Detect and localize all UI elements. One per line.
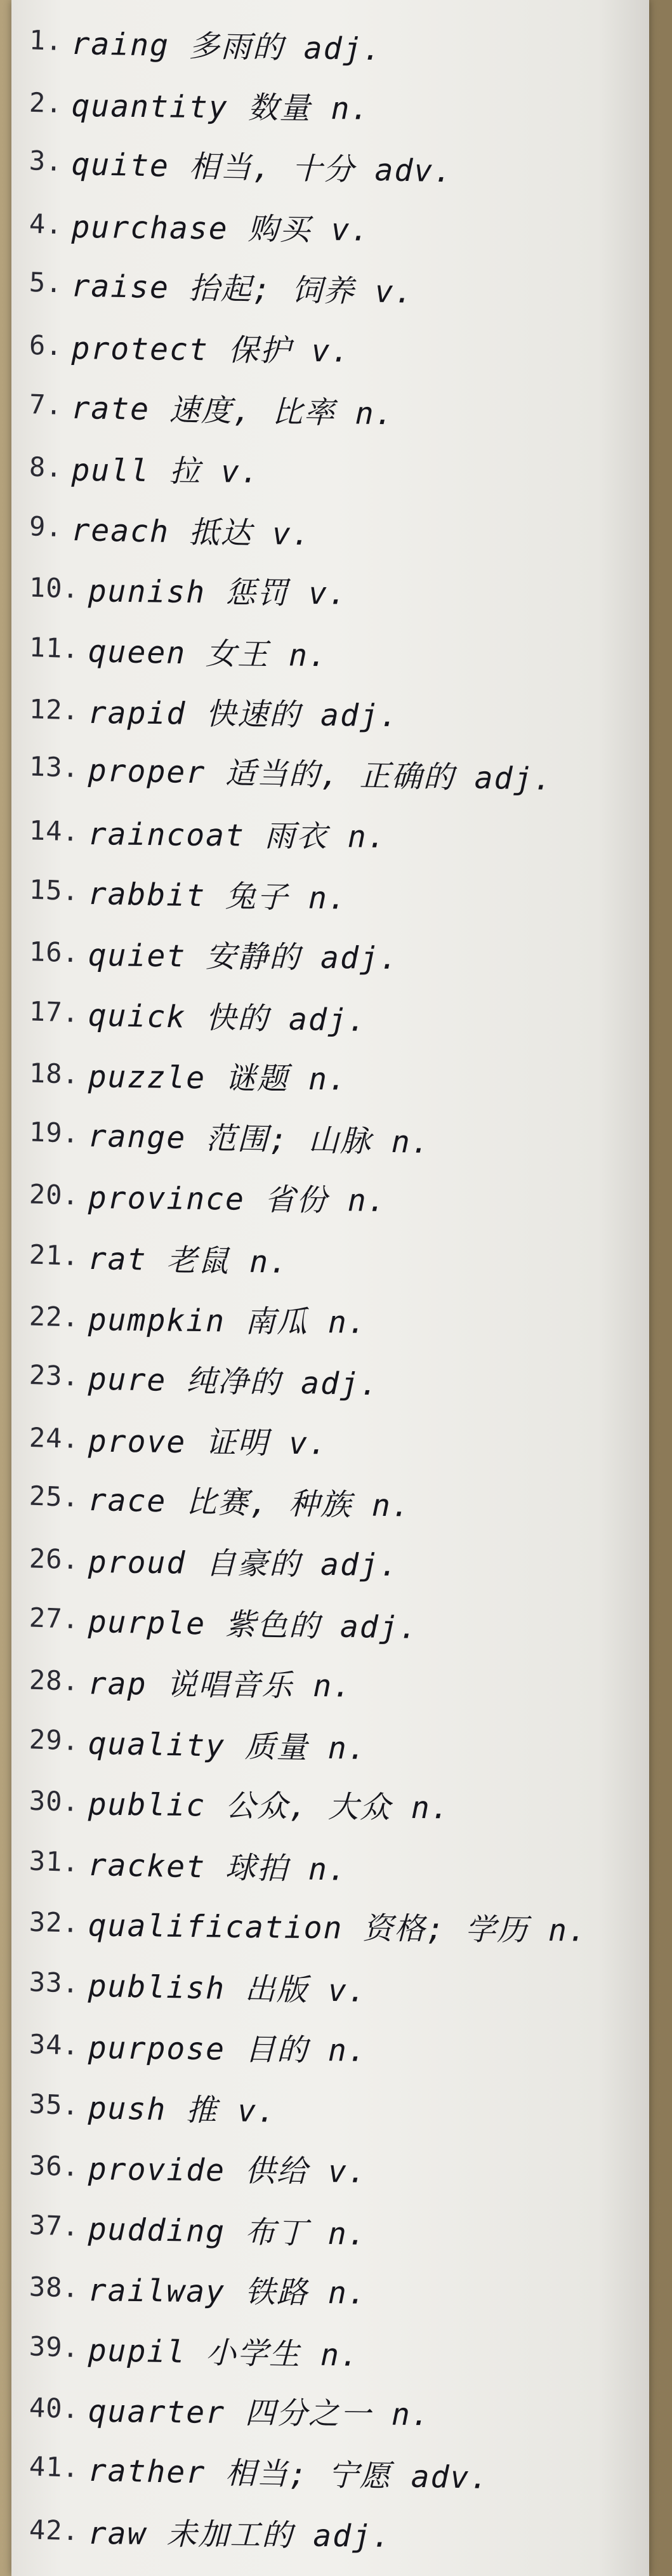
- entry-number: 39.: [29, 2330, 80, 2363]
- entry-text: qualification 资格; 学历 n.: [88, 1907, 588, 1948]
- entry-text: quality 质量 n.: [88, 1725, 368, 1767]
- entry-text: rap 说唱音乐 n.: [88, 1665, 353, 1704]
- entry-number: 31.: [29, 1845, 80, 1878]
- entry-number: 42.: [29, 2513, 80, 2546]
- vocab-entry: [29, 378, 395, 436]
- entry-number: 23.: [29, 1358, 80, 1392]
- vocab-entry: [29, 15, 383, 72]
- entry-number: 32.: [29, 1905, 80, 1938]
- vocab-entry: [29, 985, 367, 1042]
- vocab-entry: [29, 741, 553, 802]
- entry-text: pure 纯净的 adj.: [88, 1361, 380, 1402]
- entry-text: quiet 安静的 adj.: [88, 937, 399, 976]
- entry-text: push 推 v.: [88, 2090, 277, 2130]
- vocab-entry: [29, 1048, 348, 1102]
- vocab-entry: [29, 257, 414, 315]
- entry-number: 22.: [29, 1299, 80, 1332]
- entry-number: 14.: [29, 814, 80, 847]
- entry-number: 7.: [29, 388, 63, 421]
- entry-text: quantity 数量 n.: [71, 87, 371, 126]
- entry-number: 40.: [29, 2391, 80, 2425]
- vocab-entry: [29, 805, 387, 860]
- entry-text: quite 相当, 十分 adv.: [71, 146, 454, 190]
- entry-number: 25.: [29, 1480, 80, 1513]
- entry-number: 6.: [29, 329, 63, 361]
- entry-number: 28.: [29, 1664, 80, 1697]
- vocab-entry: [29, 865, 348, 922]
- entry-number: 34.: [29, 2028, 80, 2061]
- entry-text: pudding 布丁 n.: [88, 2210, 368, 2252]
- entry-text: pull 拉 v.: [71, 452, 261, 490]
- entry-number: 8.: [29, 451, 63, 483]
- vocab-entry: [29, 1655, 353, 1709]
- paper-sheet: [11, 0, 649, 2576]
- entry-number: 12.: [29, 693, 80, 726]
- vocab-entry: [29, 2504, 392, 2559]
- entry-number: 17.: [29, 995, 80, 1028]
- entry-text: rat 老鼠 n.: [88, 1240, 289, 1280]
- entry-text: reach 抵达 v.: [70, 512, 312, 552]
- entry-number: 35.: [29, 2088, 80, 2121]
- vocab-entry: [29, 2199, 367, 2256]
- entry-number: 13.: [29, 750, 80, 783]
- entry-text: raincoat 雨衣 n.: [88, 816, 387, 855]
- vocab-entry: [29, 441, 261, 495]
- entry-text: race 比赛, 种族 n.: [88, 1482, 412, 1524]
- entry-text: pumpkin 南瓜 n.: [88, 1301, 367, 1340]
- vocab-entry: [29, 1896, 588, 1953]
- entry-text: quarter 四分之一 n.: [88, 2393, 431, 2433]
- vocab-entry: [29, 1291, 368, 1345]
- entry-number: 19.: [29, 1115, 80, 1149]
- vocab-entry: [29, 1776, 451, 1831]
- entry-number: 38.: [29, 2271, 80, 2304]
- vocab-entry: [29, 1835, 348, 1892]
- entry-number: 24.: [29, 1421, 80, 1454]
- entry-text: prove 证明 v.: [88, 1423, 329, 1461]
- vocab-entry: [29, 562, 348, 616]
- entry-number: 20.: [29, 1178, 80, 1211]
- entry-number: 15.: [29, 873, 80, 907]
- entry-text: raing 多雨的 adj.: [70, 25, 383, 67]
- entry-text: queen 女王 n.: [88, 633, 329, 674]
- vocab-entry: [29, 1106, 431, 1165]
- entry-text: protect 保护 v.: [71, 330, 351, 369]
- vocab-entry: [29, 501, 312, 557]
- entry-text: rate 速度, 比率 n.: [70, 389, 395, 432]
- vocab-entry: [29, 2441, 490, 2500]
- entry-text: raw 未加工的 adj.: [88, 2515, 392, 2554]
- entry-text: purple 紫色的 adj.: [88, 1603, 419, 1645]
- entry-text: rapid 快速的 adj.: [88, 694, 399, 734]
- entry-number: 10.: [29, 571, 80, 604]
- entry-text: punish 惩罚 v.: [88, 573, 348, 612]
- entry-number: 3.: [29, 144, 63, 177]
- vocab-entry: [29, 198, 371, 253]
- entry-number: 16.: [29, 935, 80, 968]
- vocab-entry: [29, 77, 371, 131]
- entry-number: 18.: [29, 1057, 80, 1090]
- vocab-entry: [29, 2079, 277, 2134]
- vocab-entry: [29, 1229, 289, 1285]
- entry-text: proper 适当的, 正确的 adj.: [88, 752, 553, 797]
- entry-text: quick 快的 adj.: [88, 997, 368, 1039]
- entry-text: province 省份 n.: [88, 1179, 387, 1219]
- entry-text: rather 相当; 宁愿 adv.: [88, 2452, 490, 2496]
- entry-number: 36.: [29, 2149, 80, 2182]
- vocab-entry: [29, 926, 400, 981]
- entry-text: proud 自豪的 adj.: [88, 1544, 399, 1583]
- vocab-entry: [29, 1169, 387, 1223]
- entry-text: public 公众, 大众 n.: [88, 1786, 451, 1826]
- vocab-entry: [29, 2321, 360, 2378]
- entry-number: 9.: [29, 510, 63, 543]
- vocab-entry: [29, 135, 454, 194]
- vocab-entry: [29, 1350, 379, 1407]
- entry-text: racket 球拍 n.: [88, 1847, 348, 1888]
- vocab-entry: [29, 621, 328, 678]
- vocab-entry: [29, 684, 400, 738]
- vocab-entry: [29, 1471, 411, 1529]
- entry-number: 2.: [29, 86, 63, 119]
- vocab-entry: [29, 1714, 367, 1771]
- vocab-entry: [29, 2261, 368, 2316]
- entry-text: raise 抬起; 饲养 v.: [70, 268, 414, 310]
- entry-number: 29.: [29, 1723, 80, 1756]
- vocab-entry: [29, 319, 351, 373]
- entry-text: pupil 小学生 n.: [88, 2332, 360, 2374]
- entry-number: 5.: [29, 266, 63, 299]
- entry-number: 11.: [29, 631, 80, 665]
- entry-text: provide 供给 v.: [88, 2151, 367, 2190]
- vocab-entry: [29, 2382, 432, 2438]
- entry-number: 30.: [29, 1784, 80, 1817]
- entry-number: 4.: [29, 208, 63, 240]
- entry-text: purchase 购买 v.: [71, 209, 371, 248]
- entry-number: 1.: [29, 23, 63, 56]
- vocab-entry: [29, 1592, 419, 1650]
- entry-number: 33.: [29, 1965, 80, 1999]
- entry-number: 27.: [29, 1601, 80, 1635]
- vocab-entry: [29, 1412, 329, 1466]
- entry-text: railway 铁路 n.: [88, 2272, 367, 2311]
- entry-text: publish 出版 v.: [88, 1968, 368, 2009]
- entry-number: 26.: [29, 1542, 80, 1575]
- entry-text: puzzle 谜题 n.: [88, 1059, 348, 1098]
- entry-text: purpose 目的 n.: [88, 2029, 367, 2069]
- entry-number: 21.: [29, 1238, 80, 1271]
- entry-text: range 范围; 山脉 n.: [88, 1118, 432, 1160]
- entry-number: 37.: [29, 2208, 80, 2242]
- vocab-entry: [29, 2019, 368, 2073]
- vocab-entry: [29, 2140, 368, 2194]
- entry-text: rabbit 兔子 n.: [88, 875, 348, 917]
- vocab-entry: [29, 1956, 367, 2014]
- vocab-entry: [29, 1533, 400, 1588]
- entry-number: 41.: [29, 2450, 80, 2483]
